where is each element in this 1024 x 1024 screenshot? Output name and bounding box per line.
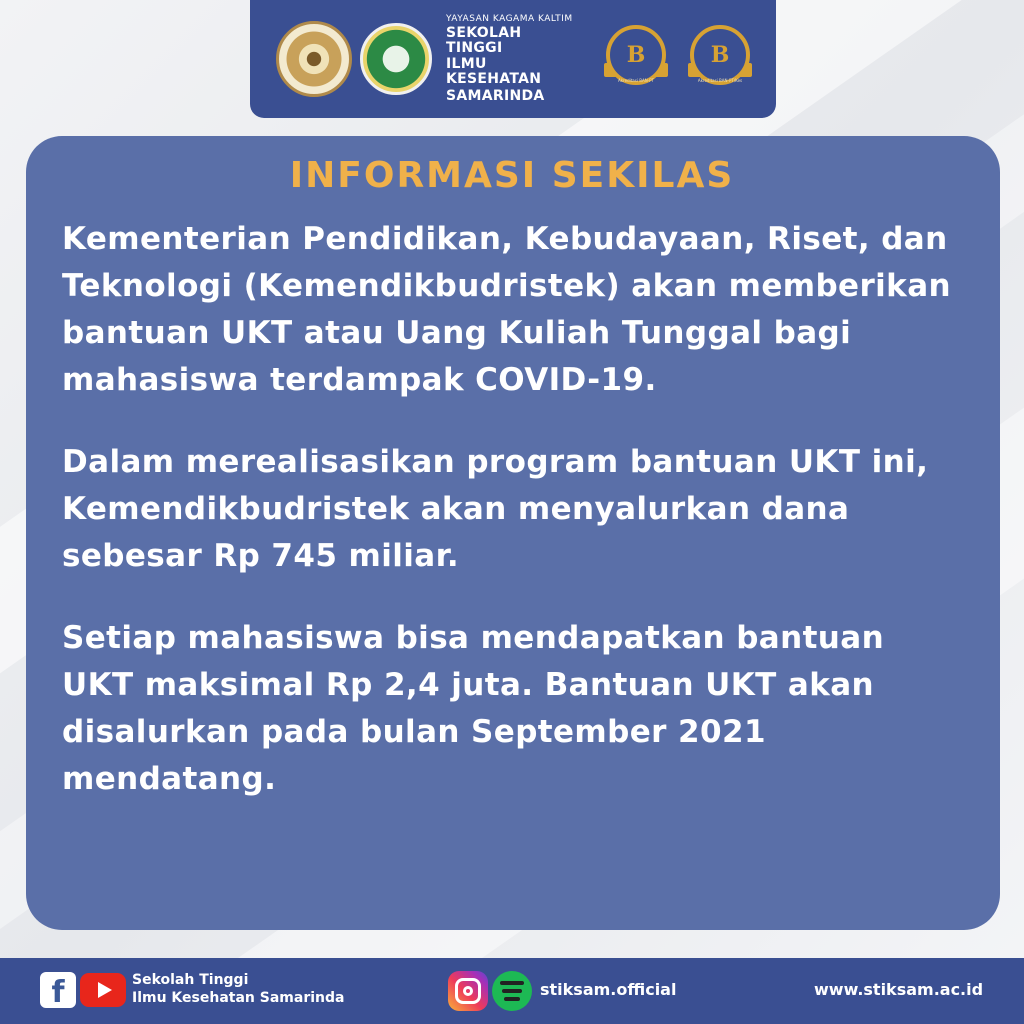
card-title: INFORMASI SEKILAS <box>289 155 735 196</box>
school-name-line3: SAMARINDA <box>446 87 545 104</box>
website-link[interactable]: www.stiksam.ac.id <box>814 980 984 999</box>
social-handle[interactable]: stiksam.official <box>540 980 677 999</box>
footer-name-line2: Ilmu Kesehatan Samarinda <box>132 990 345 1006</box>
footer-school-name <box>132 971 344 1007</box>
badge-caption: Akreditasi BAN-PT <box>618 78 654 83</box>
accreditation-badge-icon <box>682 21 758 97</box>
footer-name-line1: Sekolah Tinggi <box>132 972 249 988</box>
badge-letter: B <box>690 25 750 85</box>
spotify-icon[interactable] <box>492 971 532 1011</box>
footer-bar <box>0 958 1024 1024</box>
school-name-line1: SEKOLAH TINGGI <box>446 25 522 56</box>
stikes-logo-icon <box>360 23 432 95</box>
header-banner <box>250 0 776 118</box>
info-card <box>26 136 1000 930</box>
foundation-name: YAYASAN KAGAMA KALTIM <box>446 13 573 24</box>
info-paragraph: Kementerian Pendidikan, Kebudayaan, Riset, dan Teknologi (Kemendikbudristek) akan memberikan bantuan UKT atau Uang Kuliah Tunggal bagi mahasiswa terdampak COVID-19. <box>62 221 951 398</box>
instagram-icon[interactable] <box>448 971 488 1011</box>
school-name-line2: ILMU KESEHATAN <box>446 56 542 88</box>
info-paragraph: Dalam merealisasikan program bantuan UKT ini, Kemendikbudristek akan menyalurkan dana sebesar Rp 745 miliar. <box>62 444 929 574</box>
info-paragraph: Setiap mahasiswa bisa mendapatkan bantuan UKT maksimal Rp 2,4 juta. Bantuan UKT akan disalurkan pada bulan September 2021 mendatang. <box>62 620 885 797</box>
badge-letter: B <box>606 25 666 85</box>
facebook-icon[interactable]: f <box>40 972 76 1008</box>
accreditation-badge-icon <box>598 21 674 97</box>
badge-caption: Akreditasi BAN-PT/Kes <box>697 78 743 83</box>
youtube-icon[interactable] <box>80 973 126 1007</box>
header-text <box>446 15 580 104</box>
yayasan-logo-icon <box>276 21 352 97</box>
